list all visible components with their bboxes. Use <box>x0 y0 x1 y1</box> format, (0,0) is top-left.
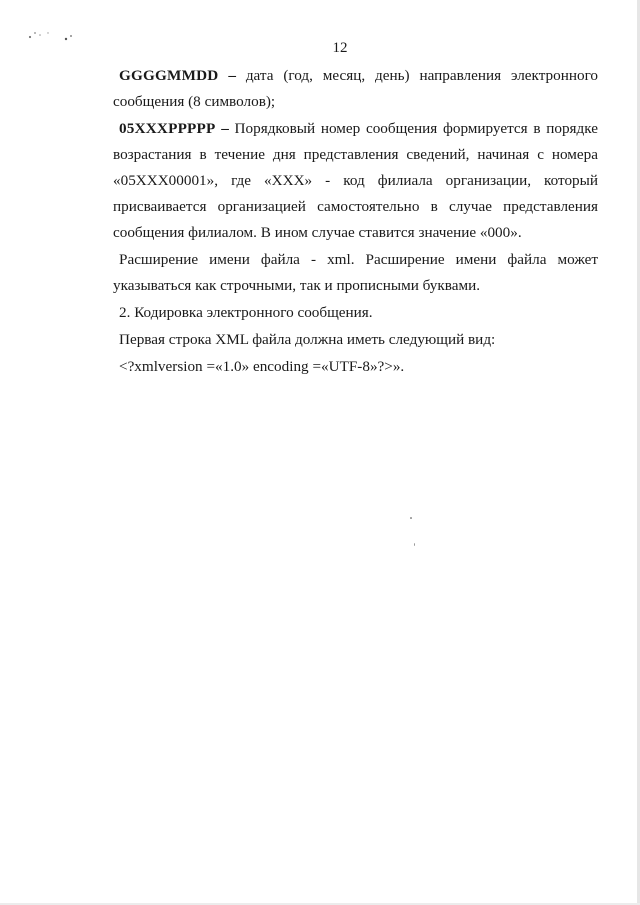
page-number: 12 <box>332 40 348 56</box>
paragraph-text: Первая строка XML файла должна иметь следующий вид: <box>119 331 496 348</box>
scan-speck <box>410 517 412 519</box>
paragraph-text: дата (год, месяц, день) направления электронного сообщения (8 символов); <box>113 67 599 110</box>
term-dash: – <box>221 120 229 137</box>
paragraph-text: 2. Кодировка электронного сообщения. <box>119 304 373 321</box>
document-body <box>113 63 598 380</box>
xml-declaration-text: <?xmlversion =«1.0» encoding =«UTF-8»?>». <box>119 358 405 375</box>
paragraph-sequence-number <box>113 116 598 246</box>
paragraph-file-extension <box>113 247 598 299</box>
paragraph-date-format <box>113 63 598 115</box>
paragraph-xml-declaration <box>113 354 598 380</box>
term-date-code: GGGGMMDD <box>119 67 219 84</box>
paragraph-encoding-heading <box>113 300 598 326</box>
term-dash: – <box>228 67 236 84</box>
paragraph-text: Расширение имени файла - xml. Расширение имени файла может указываться как строчными, так и прописными буквами. <box>113 251 598 294</box>
scan-speck <box>414 543 415 546</box>
paragraph-xml-first-line <box>113 327 598 353</box>
term-sequence-code: 05XXXPPPPP <box>119 120 216 137</box>
paragraph-text: Порядковый номер сообщения формируется в порядке возрастания в течение дня представления сведений, начиная с номера «05XXX00001», где «XXX» - код филиала организации, который присваивается организацией самостоятельно в случае представления сообщения филиалом. В ином случае ставится значение «000». <box>113 120 599 241</box>
